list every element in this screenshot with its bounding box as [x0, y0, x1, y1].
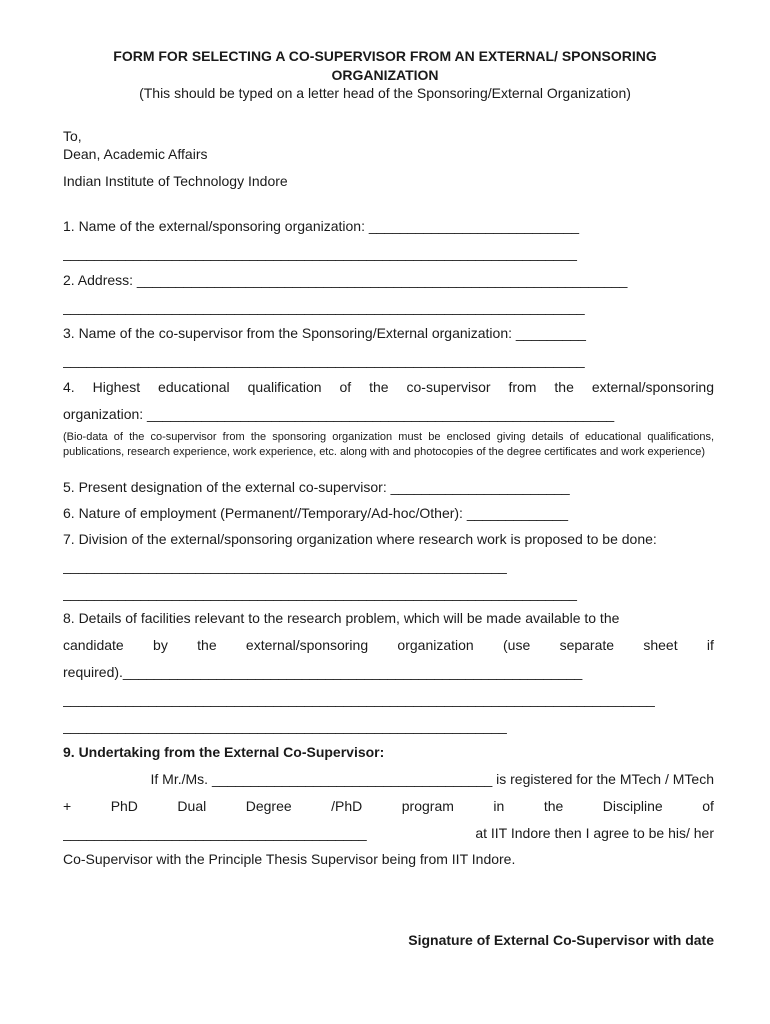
q8-word: organization: [397, 637, 474, 653]
q2-address-cont: ___________________________________________________________________: [63, 299, 585, 315]
undertaking-heading: 9. Undertaking from the External Co-Supervisor:: [63, 744, 385, 760]
undertaking-line4: Co-Supervisor with the Principle Thesis Supervisor being from IIT Indore.: [63, 851, 516, 867]
q8-facilities-line2: [63, 636, 714, 654]
q8-facilities-line3: required).___________________________________________________________: [63, 664, 583, 680]
signature-line: Signature of External Co-Supervisor with date: [408, 932, 714, 948]
q8-facilities: 8. Details of facilities relevant to the research problem, which will be made available to the: [63, 610, 620, 626]
q4-word: Highest: [92, 379, 141, 395]
undertaking-word: /PhD: [331, 798, 363, 814]
q5-designation: 5. Present designation of the external co-supervisor: _______________________: [63, 479, 570, 495]
recipient-line: Dean, Academic Affairs: [63, 146, 208, 162]
undertaking-line3: [63, 824, 714, 842]
q8-facilities-cont1: ____________________________________________________________________________: [63, 691, 655, 707]
q7-division-cont2: __________________________________________________________________: [63, 585, 577, 601]
q4-word: qualification: [247, 379, 322, 395]
form-subtitle: (This should be typed on a letter head of the Sponsoring/External Organization): [139, 85, 631, 101]
q4-word: external/sponsoring: [591, 379, 714, 395]
institute-line: Indian Institute of Technology Indore: [63, 173, 288, 189]
undertaking-word: Discipline: [602, 798, 663, 814]
q8-word: sheet: [643, 637, 678, 653]
undertaking-line1: If Mr./Ms. ____________________________________ is registered for the MTech / MTech: [150, 771, 714, 787]
q4-word: of: [339, 379, 352, 395]
q4-qualification-cont: organization: ____________________________________________________________: [63, 406, 615, 422]
q4-word: the: [369, 379, 389, 395]
q8-facilities-cont2: _________________________________________________________: [63, 718, 507, 734]
q8-word: the: [197, 637, 217, 653]
q6-employment-nature: 6. Nature of employment (Permanent//Temporary/Ad-hoc/Other): _____________: [63, 505, 569, 521]
q8-word: by: [153, 637, 168, 653]
q8-word: (use: [503, 637, 531, 653]
q2-address: 2. Address: _______________________________________________________________: [63, 272, 628, 288]
discipline-blank: _______________________________________: [63, 825, 367, 841]
q1-org-name-cont: __________________________________________________________________: [63, 245, 577, 261]
q1-org-name: 1. Name of the external/sponsoring organization: ___________________________: [63, 218, 580, 234]
undertaking-word: Degree: [245, 798, 292, 814]
q8-word: external/sponsoring: [245, 637, 369, 653]
form-title-line1: FORM FOR SELECTING A CO-SUPERVISOR FROM AN EXTERNAL/ SPONSORING: [113, 48, 657, 64]
undertaking-word: of: [702, 798, 714, 814]
q4-word: educational: [158, 379, 230, 395]
undertaking-word: in: [493, 798, 505, 814]
undertaking-line2: [63, 797, 714, 815]
undertaking-word: PhD: [110, 798, 138, 814]
q7-division: 7. Division of the external/sponsoring organization where research work is proposed to be done:: [63, 531, 657, 547]
q8-word: separate: [559, 637, 615, 653]
to-line: To,: [63, 128, 82, 144]
q4-word: from: [508, 379, 537, 395]
undertaking-line3-text: at IIT Indore then I agree to be his/ her: [475, 825, 714, 841]
undertaking-word: program: [401, 798, 454, 814]
q8-word: if: [706, 637, 714, 653]
undertaking-word: +: [63, 798, 72, 814]
form-title-line2: ORGANIZATION: [331, 67, 439, 83]
q4-qualification: [63, 378, 714, 396]
q4-word: 4.: [63, 379, 75, 395]
q4-word: co-supervisor: [406, 379, 491, 395]
q4-word: the: [554, 379, 574, 395]
q8-word: candidate: [63, 637, 124, 653]
q7-division-cont1: _________________________________________________________: [63, 558, 507, 574]
q4-biodata-note: (Bio-data of the co-supervisor from the sponsoring organization must be enclosed giving details of educational qualifications, publications, research experience, work experience, etc. along with and photocopies of the degree certificates and work experience): [63, 431, 714, 458]
undertaking-word: the: [543, 798, 564, 814]
q3-cosupervisor-name-cont: ___________________________________________________________________: [63, 352, 585, 368]
undertaking-word: Dual: [177, 798, 207, 814]
q3-cosupervisor-name: 3. Name of the co-supervisor from the Sponsoring/External organization: _________: [63, 325, 586, 341]
